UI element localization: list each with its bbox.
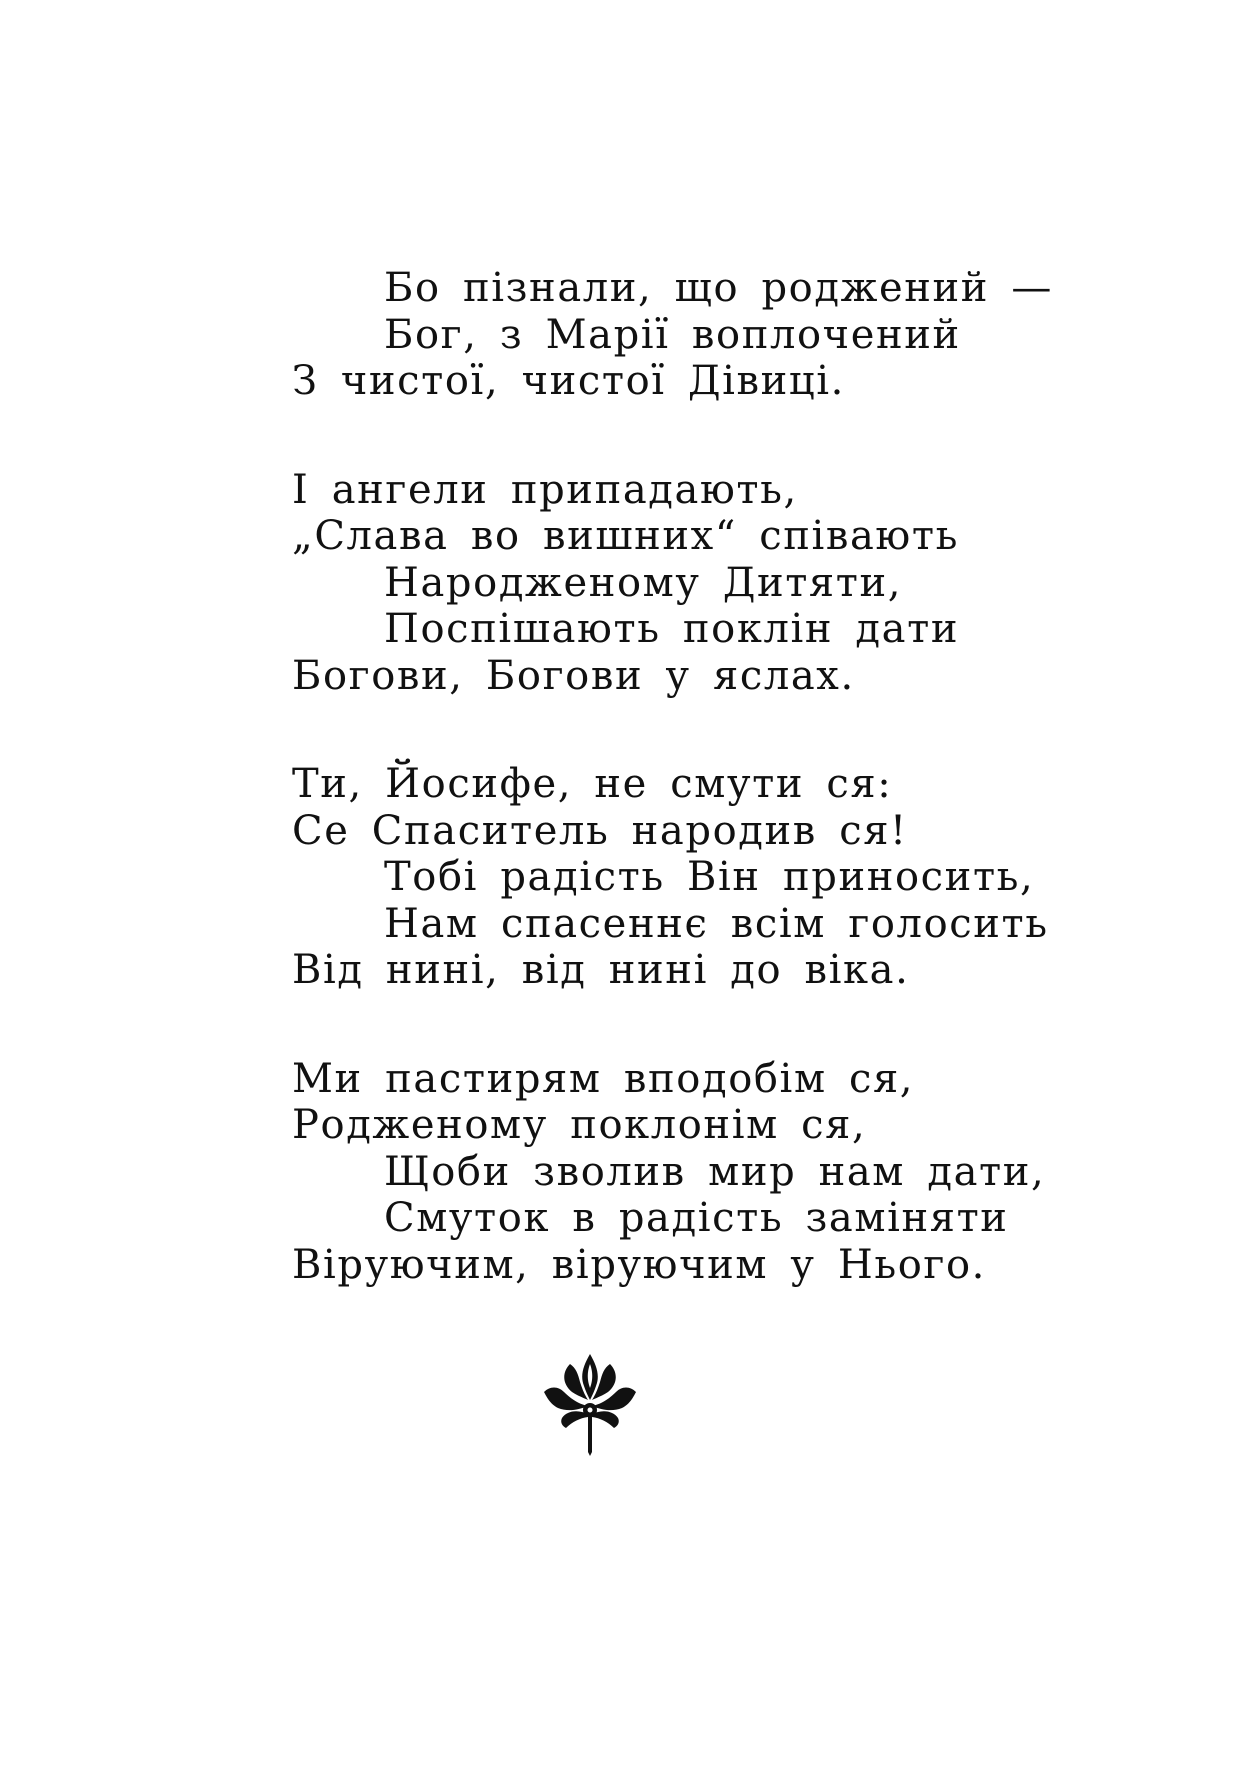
- poem-line: Бог, з Марії воплочений: [384, 311, 961, 358]
- poem-line: Віруючим, віруючим у Нього.: [292, 1241, 986, 1288]
- stanza-3: [292, 761, 1052, 994]
- poem-line: Народженому Дитяти,: [384, 559, 903, 606]
- poem-line: Бо пізнали, що роджений —: [384, 265, 1053, 311]
- stanza-1: [292, 265, 1052, 405]
- poem-line: Щоби зволив мир нам дати,: [384, 1148, 1046, 1195]
- poem-line: Від нині, від нині до віка.: [292, 947, 910, 993]
- poem-line: „Слава во вишних“ співають: [292, 513, 959, 559]
- poem-line: Нам спасеннє всім голосить: [384, 900, 1049, 947]
- poem-line: Поспішають поклін дати: [384, 606, 960, 652]
- poem-line: Смуток в радість заміняти: [384, 1195, 1009, 1241]
- poem-line: Ми пастирям вподобім ся,: [292, 1055, 915, 1102]
- stanza-2: [292, 467, 1052, 700]
- poem-line: Се Спаситель народив ся!: [292, 807, 908, 854]
- poem: [292, 265, 1052, 1350]
- poem-line: І ангели припадають,: [292, 466, 798, 513]
- poem-line: Ти, Йосифе, не смути ся:: [292, 761, 893, 807]
- poem-line: З чистої, чистої Дівиці.: [292, 358, 845, 404]
- poem-line: Богови, Богови у яслах.: [292, 652, 855, 699]
- poem-line: Родженому поклонім ся,: [292, 1102, 867, 1148]
- poem-line: Тобі радість Він приносить,: [384, 854, 1035, 900]
- fleuron-icon: [540, 1352, 640, 1456]
- stanza-4: [292, 1056, 1052, 1289]
